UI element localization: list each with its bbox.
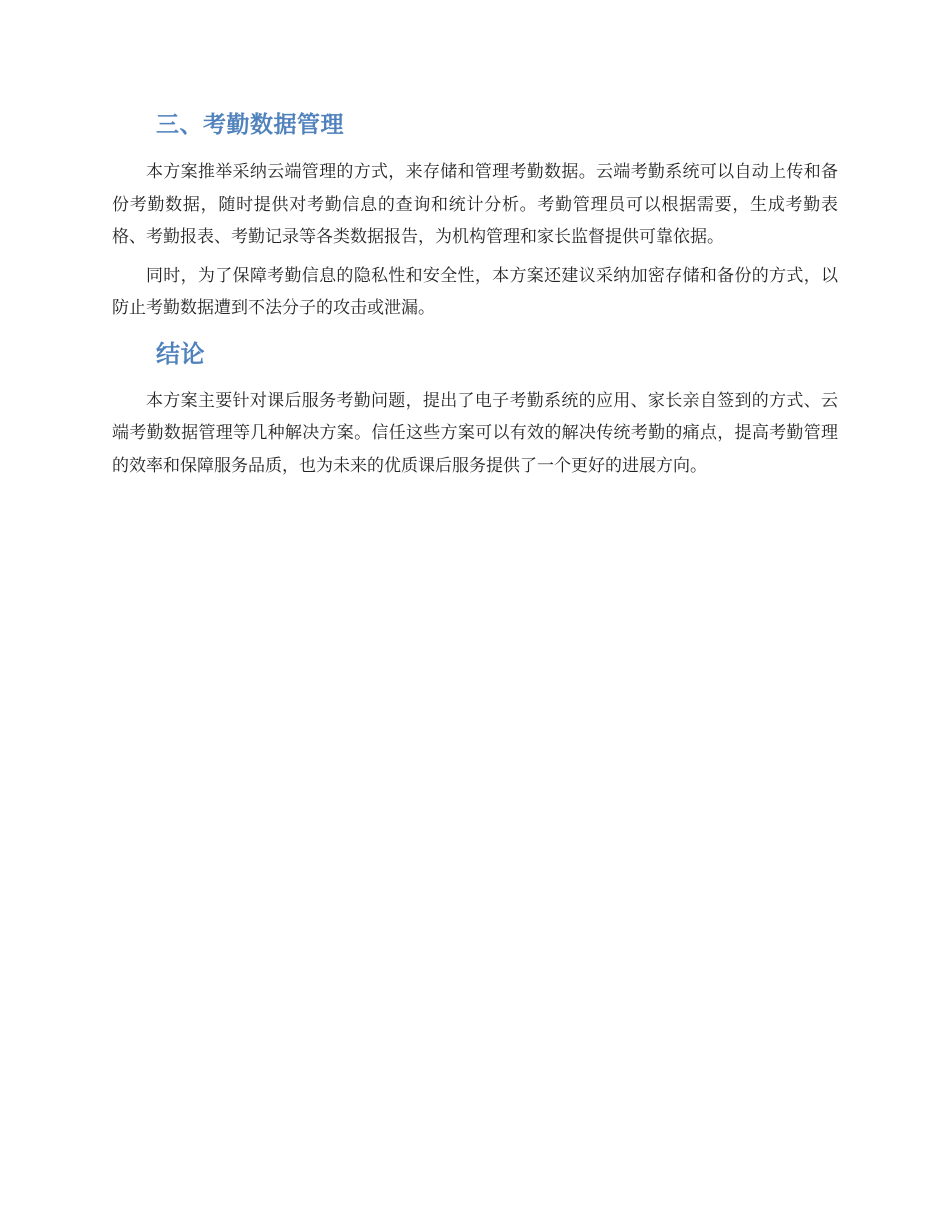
section-heading-attendance-data-management: 三、考勤数据管理 [156,112,344,138]
paragraph-conclusion: 本方案主要针对课后服务考勤问题，提出了电子考勤系统的应用、家长亲自签到的方式、云端考勤数据管理等几种解决方案。信任这些方案可以有效的解决传统考勤的痛点，提高考勤管理的效率和保障服务品质，也为未来的优质课后服务提供了一个更好的进展方向。 [112,390,838,476]
paragraph-cloud-management: 本方案推举采纳云端管理的方式，来存储和管理考勤数据。云端考勤系统可以自动上传和备份考勤数据，随时提供对考勤信息的查询和统计分析。考勤管理员可以根据需要，生成考勤表格、考勤报表、考勤记录等各类数据报告，为机构管理和家长监督提供可靠依据。 [112,162,838,247]
section-heading-conclusion: 结论 [156,339,205,368]
document-content [112,108,838,482]
paragraph-encryption-security: 同时，为了保障考勤信息的隐私性和安全性，本方案还建议采纳加密存储和备份的方式，以防止考勤数据遭到不法分子的攻击或泄漏。 [112,265,838,318]
